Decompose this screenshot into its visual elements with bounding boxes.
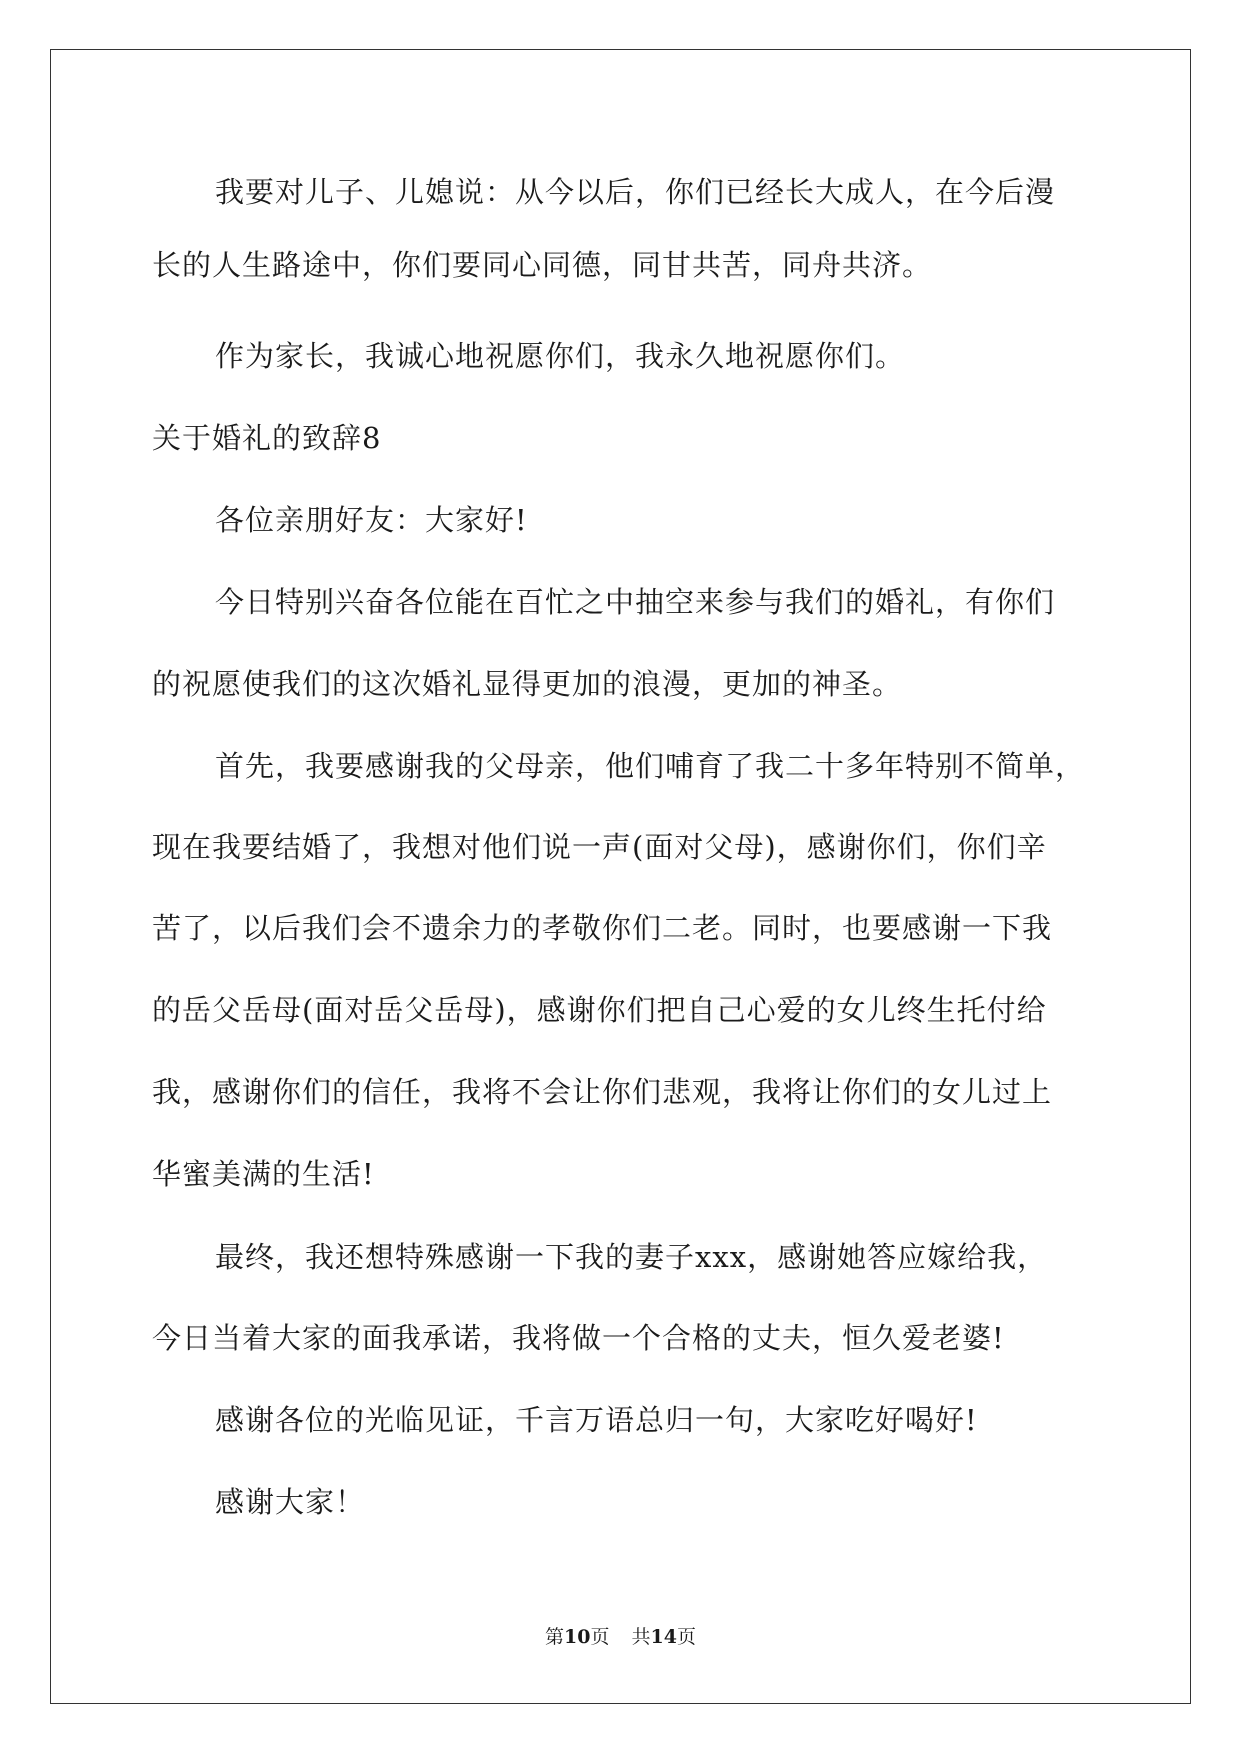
page-total: 14 [650, 1626, 677, 1648]
page-prefix: 第 [545, 1626, 565, 1648]
greeting-line: 各位亲朋好友：大家好! [215, 503, 528, 537]
paragraph-line: 的岳父岳母(面对岳父岳母)，感谢你们把自己心爱的女儿终生托付给 [152, 993, 1047, 1027]
paragraph-line: 现在我要结婚了，我想对他们说一声(面对父母)，感谢你们，你们辛 [152, 830, 1047, 864]
page-footer [0, 1625, 1241, 1649]
page-border [50, 49, 1191, 1704]
paragraph-line: 今日特别兴奋各位能在百忙之中抽空来参与我们的婚礼，有你们 [215, 585, 1056, 619]
paragraph-line: 华蜜美满的生活! [152, 1157, 375, 1191]
paragraph-line: 长的人生路途中，你们要同心同德，同甘共苦，同舟共济。 [152, 248, 933, 282]
paragraph-line: 首先，我要感谢我的父母亲，他们哺育了我二十多年特别不简单， [215, 749, 1086, 783]
page-current: 10 [564, 1626, 591, 1648]
paragraph-line: 今日当着大家的面我承诺，我将做一个合格的丈夫，恒久爱老婆! [152, 1321, 1005, 1355]
closing-line: 感谢大家！ [215, 1485, 366, 1519]
paragraph-line: 苦了，以后我们会不遗余力的孝敬你们二老。同时，也要感谢一下我 [152, 911, 1053, 945]
paragraph-line: 最终，我还想特殊感谢一下我的妻子xxx，感谢她答应嫁给我， [215, 1240, 1048, 1274]
page-suffix: 页 [590, 1626, 610, 1648]
total-suffix: 页 [676, 1626, 696, 1648]
paragraph-line: 感谢各位的光临见证，千言万语总归一句，大家吃好喝好! [215, 1403, 978, 1437]
total-prefix: 共 [631, 1626, 651, 1648]
paragraph-line: 的祝愿使我们的这次婚礼显得更加的浪漫，更加的神圣。 [152, 667, 903, 701]
paragraph-line: 作为家长，我诚心地祝愿你们，我永久地祝愿你们。 [215, 339, 906, 373]
paragraph-line: 我要对儿子、儿媳说：从今以后，你们已经长大成人，在今后漫 [215, 175, 1056, 209]
paragraph-line: 我，感谢你们的信任，我将不会让你们悲观，我将让你们的女儿过上 [152, 1075, 1053, 1109]
section-heading: 关于婚礼的致辞8 [152, 421, 382, 455]
